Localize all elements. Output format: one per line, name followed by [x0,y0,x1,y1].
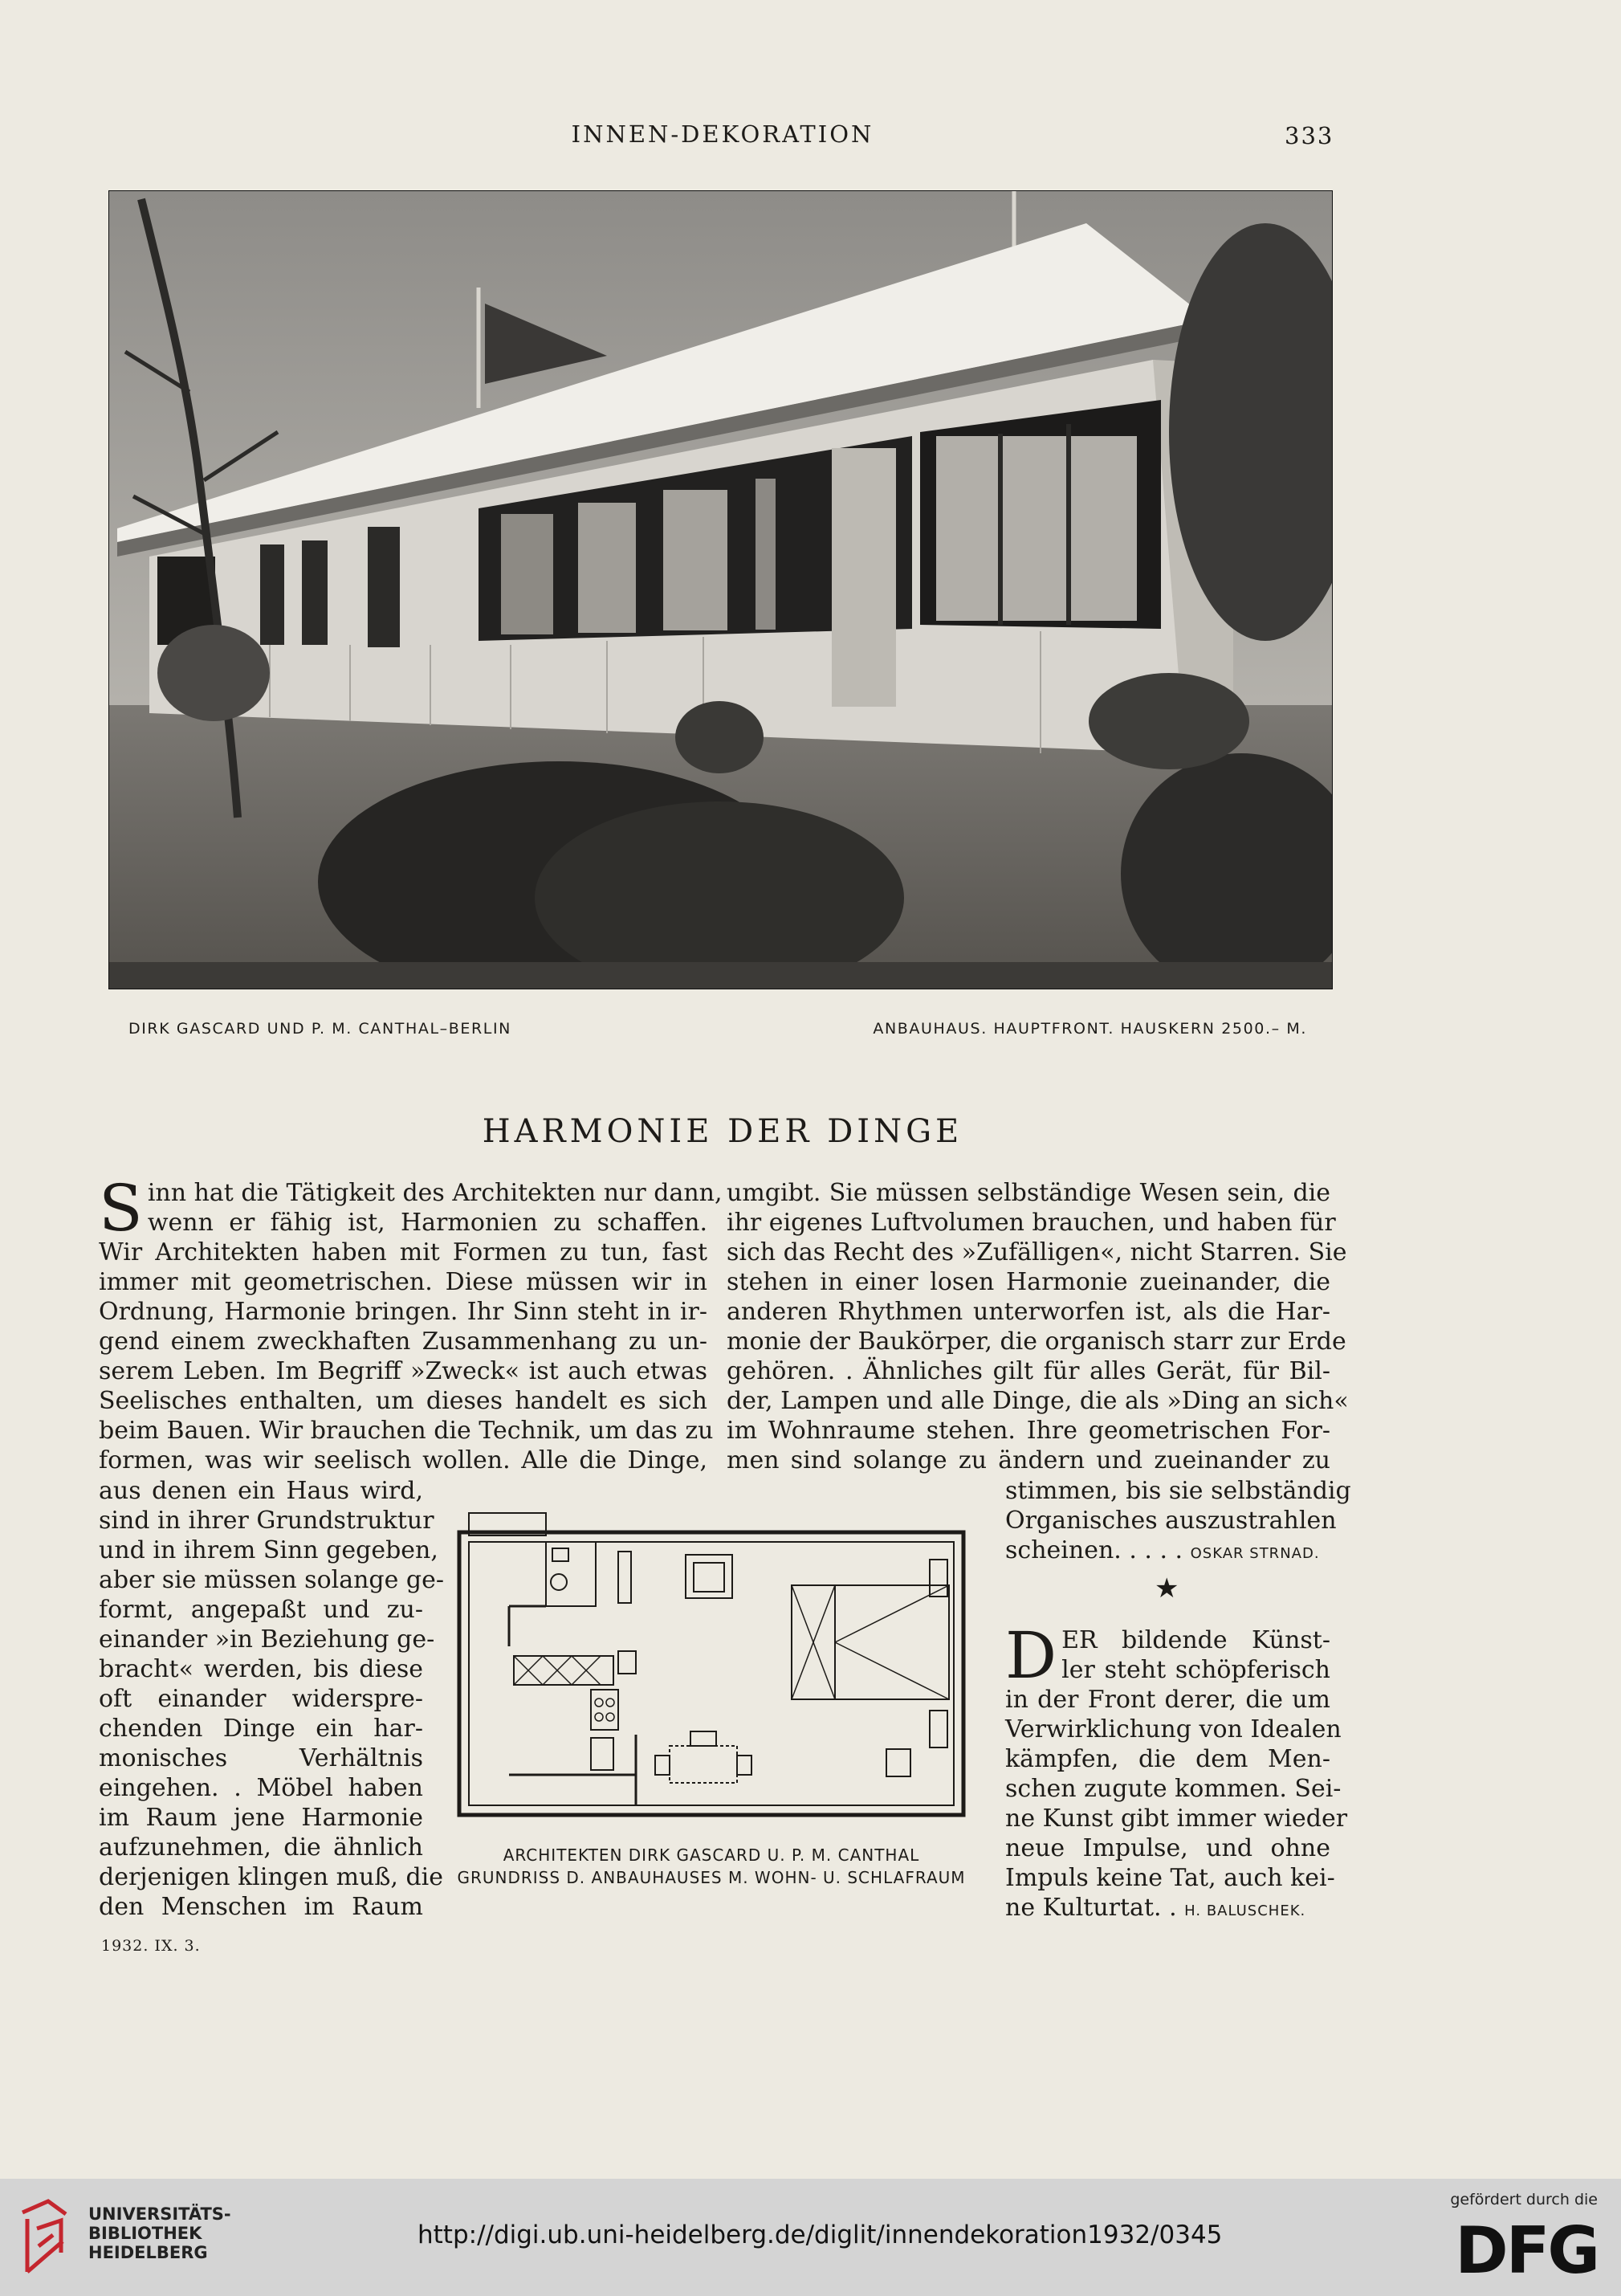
floor-plan-drawing [453,1510,970,1831]
issue-mark: 1932. IX. 3. [101,1937,201,1955]
text-column-left [99,1171,723,1475]
text-line: im Wohnraume stehen. Ihre geometrischen For- [727,1417,1330,1445]
text-line: stehen in einer losen Harmonie zueinander, die [727,1268,1330,1296]
text-line: Ordnung, Harmonie bringen. Ihr Sinn steht in ir- [99,1298,707,1326]
footer-bar [0,2179,1621,2296]
dropcap-s: S [99,1171,143,1246]
text-line: aus denen ein Haus wird, [99,1477,423,1505]
text-line-end [1005,1535,1330,1568]
text-line: Verwirklichung von Idealen [1005,1715,1342,1743]
text-line: eingehen. . Möbel haben [99,1774,423,1802]
floor-plan-caption-title: GRUNDRISS D. ANBAUHAUSES M. WOHN- U. SCHLAFRAUM [457,1868,966,1887]
text-line: umgibt. Sie müssen selbständige Wesen sein, die [727,1179,1330,1207]
text-line: Organisches auszustrahlen [1005,1507,1337,1535]
page-number: 333 [1285,122,1334,149]
floor-plan-caption-architects: ARCHITEKTEN DIRK GASCARD U. P. M. CANTHAL [503,1845,920,1865]
library-name-line: HEIDELBERG [88,2243,208,2262]
text-line: inn hat die Tätigkeit des Architekten nur dann, [147,1179,723,1207]
text-line: beim Bauen. Wir brauchen die Technik, um das zu [99,1417,714,1445]
house-photograph [108,190,1333,989]
library-name-line: BIBLIOTHEK [88,2224,202,2243]
library-name-line: UNIVERSITÄTS- [88,2204,231,2224]
section-separator-star: ★ [1155,1572,1179,1605]
text-line: den Menschen im Raum [99,1893,423,1921]
text-column-right-second [1005,1618,1348,1926]
text-line: neue Impulse, und ohne [1005,1834,1330,1862]
university-library-logo-icon [16,2196,77,2277]
text-line: einander »in Beziehung ge- [99,1625,435,1654]
funding-note: gefördert durch die [1450,2191,1598,2208]
text-line: ER bildende Künst- [1061,1626,1330,1654]
text-line: wenn er fähig ist, Harmonien zu schaffen. [147,1209,707,1237]
text-line: kämpfen, die dem Men- [1005,1745,1330,1773]
text-line: monie der Baukörper, die organisch starr zur Erde [727,1327,1346,1356]
text-line: immer mit geometrischen. Diese müssen wir in [99,1268,707,1296]
running-title: INNEN-DEKORATION [571,120,874,148]
text-line: monisches Verhältnis [99,1744,423,1772]
text-line: ne Kunst gibt immer wieder [1005,1805,1348,1833]
dropcap-d: D [1005,1618,1057,1693]
text-line: anderen Rhythmen unterworfen ist, als die Har- [727,1298,1330,1326]
text-line: der, Lampen und alle Dinge, die als »Ding an sich« [727,1387,1349,1415]
text-line: chenden Dinge ein har- [99,1715,423,1743]
text-line: Wir Architekten haben mit Formen zu tun, fast [99,1238,707,1266]
text-line: oft einander widerspre- [99,1685,423,1713]
text-line-end [1005,1893,1330,1926]
university-library-name [88,2204,231,2262]
text-line: Impuls keine Tat, auch kei- [1005,1864,1335,1892]
text-line-ending: scheinen. . . . . [1005,1536,1183,1564]
text-line: aber sie müssen solange ge- [99,1566,445,1594]
text-line: aufzunehmen, die ähnlich [99,1833,423,1862]
text-column-left-narrow [99,1476,445,1922]
text-line-ending: ne Kulturtat. . [1005,1894,1177,1922]
text-line: und in ihrem Sinn gegeben, [99,1536,438,1564]
text-line: im Raum jene Harmonie [99,1804,423,1832]
author-signature-baluschek: H. BALUSCHEK. [1184,1902,1306,1919]
text-line: stimmen, bis sie selbständig [1005,1477,1351,1505]
article-title: HARMONIE DER DINGE [482,1113,963,1150]
text-column-right-narrow [1005,1476,1351,1568]
author-signature-strnad: OSKAR STRNAD. [1190,1545,1320,1562]
text-line: ler steht schöpferisch [1061,1656,1330,1684]
text-line: formen, was wir seelisch wollen. Alle die Dinge, [99,1446,707,1474]
text-line: sind in ihrer Grundstruktur [99,1507,434,1535]
text-line: in der Front derer, die um [1005,1686,1330,1714]
text-line: formt, angepaßt und zu- [99,1596,423,1624]
photo-caption-description: ANBAUHAUS. HAUPTFRONT. HAUSKERN 2500.– M. [873,1020,1307,1038]
text-line: gehören. . Ähnliches gilt für alles Gerät, für Bil- [727,1357,1330,1385]
text-line: sich das Recht des »Zufälligen«, nicht Starren. Sie [727,1238,1347,1266]
photo-caption-architects: DIRK GASCARD UND P. M. CANTHAL–BERLIN [128,1020,511,1038]
digital-copy-url[interactable]: http://digi.ub.uni-heidelberg.de/diglit/innendekoration1932/0345 [417,2221,1223,2249]
text-line: derjenigen klingen muß, die [99,1863,444,1891]
text-line: schen zugute kommen. Sei- [1005,1775,1342,1803]
text-column-right [727,1178,1349,1475]
text-line: ihr eigenes Luftvolumen brauchen, und haben für [727,1209,1336,1237]
text-line: gend einem zweckhaften Zusammenhang zu un- [99,1327,707,1356]
text-line: serem Leben. Im Begriff »Zweck« ist auch etwas [99,1357,707,1385]
dfg-logo: DFG [1455,2213,1598,2288]
text-line: men sind solange zu ändern und zueinander zu [727,1446,1330,1474]
text-line: Seelisches enthalten, um dieses handelt es sich [99,1387,707,1415]
text-line: bracht« werden, bis diese [99,1655,423,1683]
